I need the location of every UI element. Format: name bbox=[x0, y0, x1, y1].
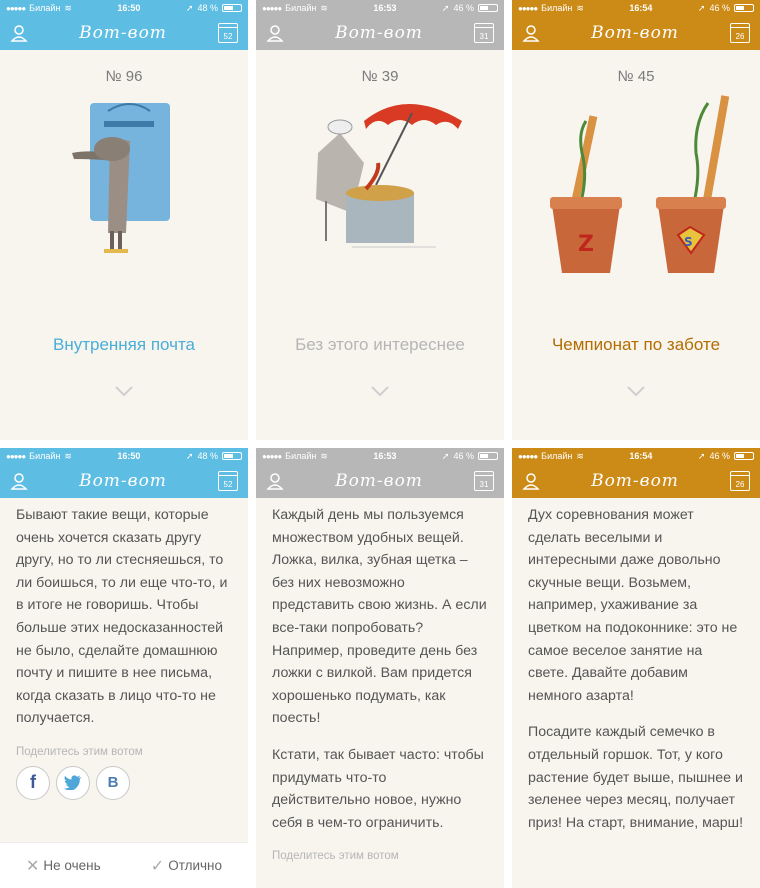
calendar-count: 52 bbox=[223, 480, 233, 489]
profile-icon[interactable] bbox=[266, 472, 284, 490]
chevron-down-icon[interactable] bbox=[115, 385, 133, 397]
share-label: Поделитесь этим вотом bbox=[272, 850, 399, 863]
battery-icon bbox=[478, 4, 498, 12]
nav-bar bbox=[512, 464, 760, 498]
status-bar bbox=[256, 0, 504, 16]
app-logo: Вот-вот bbox=[79, 23, 167, 43]
svg-text:S: S bbox=[684, 235, 693, 249]
vk-icon: B bbox=[107, 774, 119, 792]
calendar-count: 31 bbox=[479, 32, 489, 41]
wifi-icon: ≋ bbox=[320, 2, 328, 13]
signal-icon: ●●●●● bbox=[6, 3, 26, 13]
twitter-share-button[interactable] bbox=[56, 766, 90, 800]
profile-icon[interactable] bbox=[522, 24, 540, 42]
task-card-screen bbox=[512, 0, 760, 440]
battery-percent: 46 % bbox=[709, 3, 730, 13]
carrier-name: Билайн bbox=[29, 3, 61, 13]
check-icon: ✓ bbox=[150, 857, 165, 875]
status-bar bbox=[0, 0, 248, 16]
carrier-name: Билайн bbox=[285, 451, 317, 461]
battery-icon bbox=[734, 452, 754, 460]
description-paragraph: Бывают такие вещи, которые очень хочется сказать другу другу, но то ли стесняешься, то ли боишься, то ли еще что-то, и в итоге не говоришь. Чтобы больше этих недосказанностей не было, сделайте домашнюю почту и пишите в нее письма, когда сказать в лицо что-то не получается. bbox=[16, 507, 228, 727]
app-logo: Вот-вот bbox=[335, 23, 423, 43]
task-number: № 39 bbox=[361, 68, 399, 85]
battery-icon bbox=[222, 4, 242, 12]
battery-percent: 48 % bbox=[197, 3, 218, 13]
task-description bbox=[512, 498, 760, 834]
location-icon: ➚ bbox=[697, 2, 706, 13]
facebook-share-button[interactable] bbox=[16, 766, 50, 800]
clock: 16:54 bbox=[629, 3, 653, 13]
status-bar bbox=[256, 448, 504, 464]
profile-icon[interactable] bbox=[10, 24, 28, 42]
profile-icon[interactable] bbox=[522, 472, 540, 490]
calendar-count: 31 bbox=[479, 480, 489, 489]
wifi-icon: ≋ bbox=[64, 450, 72, 461]
calendar-count: 26 bbox=[735, 32, 745, 41]
location-icon: ➚ bbox=[185, 450, 194, 461]
app-logo: Вот-вот bbox=[79, 471, 167, 491]
carrier-name: Билайн bbox=[541, 451, 573, 461]
profile-icon[interactable] bbox=[10, 472, 28, 490]
calendar-icon[interactable] bbox=[730, 23, 750, 43]
task-title[interactable]: Внутренняя почта bbox=[52, 335, 196, 354]
location-icon: ➚ bbox=[441, 2, 450, 13]
task-title[interactable]: Чемпионат по заботе bbox=[551, 335, 721, 354]
calendar-count: 26 bbox=[735, 480, 745, 489]
chevron-down-icon[interactable] bbox=[627, 385, 645, 397]
rate-good-button[interactable] bbox=[151, 856, 222, 876]
battery-percent: 46 % bbox=[453, 3, 474, 13]
clock: 16:53 bbox=[373, 451, 397, 461]
nav-bar bbox=[256, 16, 504, 50]
signal-icon: ●●●●● bbox=[518, 3, 538, 13]
calendar-count: 52 bbox=[223, 32, 233, 41]
signal-icon: ●●●●● bbox=[262, 3, 282, 13]
task-title[interactable]: Без этого интереснее bbox=[295, 335, 465, 354]
flower-pots-illustration bbox=[512, 93, 760, 293]
wifi-icon: ≋ bbox=[576, 450, 584, 461]
cross-icon: ✕ bbox=[26, 857, 40, 875]
calendar-icon[interactable] bbox=[730, 471, 750, 491]
description-paragraph: Посадите каждый семечко в отдельный горшок. Тот, у кого растение будет выше, пышнее и зеленее через месяц, получает приз! На старт, внимание, марш! bbox=[528, 724, 744, 831]
twitter-icon bbox=[64, 775, 82, 790]
carrier-name: Билайн bbox=[285, 3, 317, 13]
signal-icon: ●●●●● bbox=[518, 451, 538, 461]
rate-good-label: Отлично bbox=[168, 858, 222, 873]
status-bar bbox=[512, 0, 760, 16]
mailbox-illustration bbox=[0, 93, 248, 293]
battery-icon bbox=[222, 452, 242, 460]
chevron-down-icon[interactable] bbox=[371, 385, 389, 397]
umbrella-pot-illustration bbox=[256, 93, 504, 293]
wifi-icon: ≋ bbox=[320, 450, 328, 461]
status-bar bbox=[0, 448, 248, 464]
nav-bar bbox=[0, 16, 248, 50]
wifi-icon: ≋ bbox=[576, 2, 584, 13]
location-icon: ➚ bbox=[441, 450, 450, 461]
description-paragraph: Кстати, так бывает часто: чтобы придумать что-то действительно новое, нужно себя в чем-то ограничить. bbox=[272, 746, 484, 831]
signal-icon: ●●●●● bbox=[6, 451, 26, 461]
battery-icon bbox=[478, 452, 498, 460]
battery-percent: 48 % bbox=[197, 451, 218, 461]
rating-bar bbox=[0, 842, 248, 888]
status-bar bbox=[512, 448, 760, 464]
task-card-screen bbox=[256, 0, 504, 440]
profile-icon[interactable] bbox=[266, 24, 284, 42]
battery-icon bbox=[734, 4, 754, 12]
share-label: Поделитесь этим вотом bbox=[16, 745, 143, 758]
svg-text:Z: Z bbox=[578, 232, 594, 257]
calendar-icon[interactable] bbox=[218, 471, 238, 491]
signal-icon: ●●●●● bbox=[262, 451, 282, 461]
nav-bar bbox=[256, 464, 504, 498]
carrier-name: Билайн bbox=[29, 451, 61, 461]
task-detail-screen bbox=[512, 448, 760, 888]
task-card-screen bbox=[0, 0, 248, 440]
rate-bad-button[interactable] bbox=[26, 856, 101, 876]
facebook-icon: f bbox=[30, 772, 36, 793]
clock: 16:50 bbox=[117, 451, 141, 461]
nav-bar bbox=[512, 16, 760, 50]
task-detail-screen bbox=[0, 448, 248, 888]
wifi-icon: ≋ bbox=[64, 2, 72, 13]
nav-bar bbox=[0, 464, 248, 498]
task-description bbox=[0, 498, 248, 730]
share-buttons bbox=[0, 758, 248, 800]
task-number: № 45 bbox=[617, 68, 655, 85]
calendar-icon[interactable] bbox=[218, 23, 238, 43]
carrier-name: Билайн bbox=[541, 3, 573, 13]
task-detail-screen bbox=[256, 448, 504, 888]
battery-percent: 46 % bbox=[709, 451, 730, 461]
location-icon: ➚ bbox=[697, 450, 706, 461]
app-logo: Вот-вот bbox=[591, 23, 679, 43]
location-icon: ➚ bbox=[185, 2, 194, 13]
calendar-icon[interactable] bbox=[474, 471, 494, 491]
clock: 16:54 bbox=[629, 451, 653, 461]
app-logo: Вот-вот bbox=[591, 471, 679, 491]
calendar-icon[interactable] bbox=[474, 23, 494, 43]
rate-bad-label: Не очень bbox=[43, 858, 101, 873]
clock: 16:50 bbox=[117, 3, 141, 13]
vk-share-button[interactable] bbox=[96, 766, 130, 800]
description-paragraph: Каждый день мы пользуемся множеством удобных вещей. Ложка, вилка, зубная щетка – без них невозможно представить свою жизнь. А если все-таки попробовать? Например, проведите день без ложки с вилкой. Вам придется хорошенько подумать, как поесть! bbox=[272, 507, 487, 727]
description-paragraph: Дух соревнования может сделать веселыми и интересными даже довольно скучные вещи. Возьмем, например, ухаживание за цветком на подоконнике: это не самое веселое занятие на свете. Давайте добавим немного азарта! bbox=[528, 507, 738, 704]
app-logo: Вот-вот bbox=[335, 471, 423, 491]
battery-percent: 46 % bbox=[453, 451, 474, 461]
clock: 16:53 bbox=[373, 3, 397, 13]
task-number: № 96 bbox=[105, 68, 143, 85]
task-description bbox=[256, 498, 504, 834]
